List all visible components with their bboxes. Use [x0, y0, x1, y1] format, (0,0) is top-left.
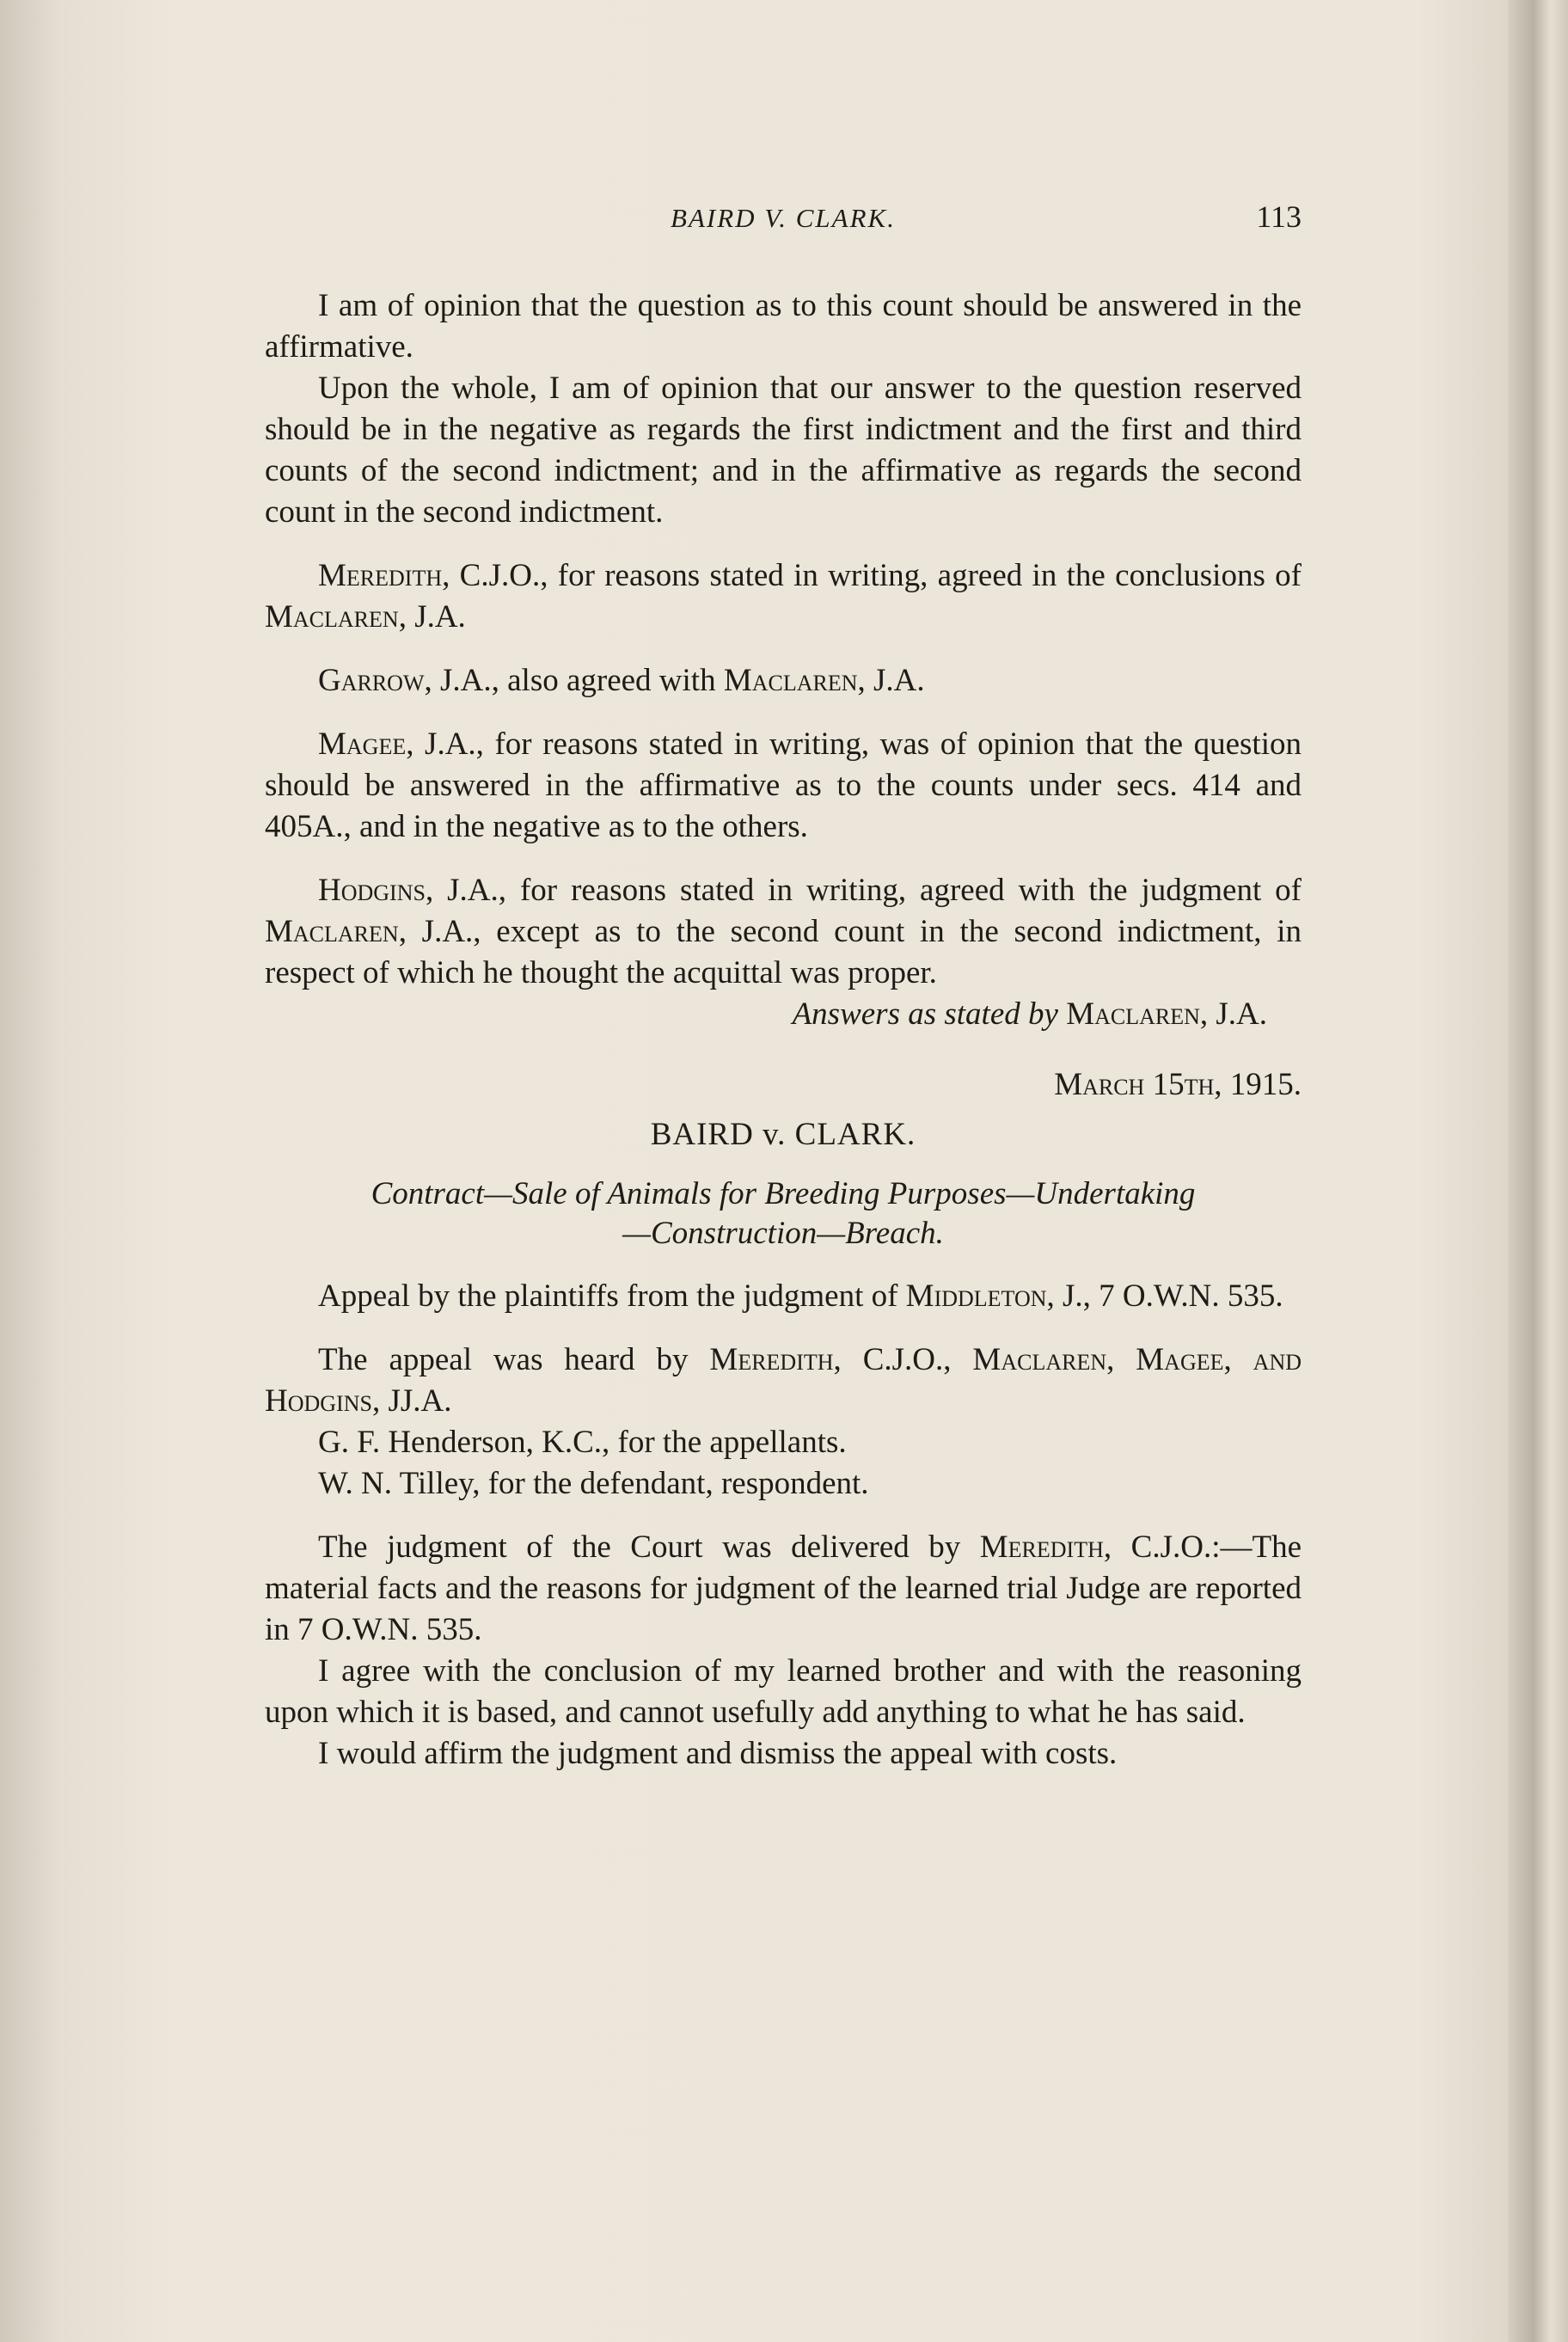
answers-line [265, 994, 1302, 1035]
paragraph-text: , J.A., for reasons stated in writing, agreed with the judgment of [425, 873, 1302, 908]
judges-list: Meredith, C.J.O., Maclaren, Magee, and Hodgins [265, 1342, 1302, 1419]
paragraph-tail: , JJ.A. [371, 1383, 452, 1419]
book-gutter [1508, 0, 1568, 2342]
paragraph-hodgins [265, 870, 1302, 994]
paragraph-tail: , J., 7 O.W.N. 535. [1046, 1278, 1283, 1314]
answers-judge: Maclaren [1066, 996, 1200, 1032]
judge-name: Magee [318, 727, 407, 762]
judge-name: Garrow [318, 663, 425, 698]
judge-name: Meredith [979, 1530, 1104, 1565]
paragraph-meredith [265, 555, 1302, 638]
paragraph-tail: , J.A. [857, 663, 925, 698]
paragraph-tail: , C.J.O.:—The material facts and the reasons for judgment of the learned trial Judge are reported in 7 O.W.N. 535. [265, 1530, 1302, 1647]
running-head [265, 198, 1302, 249]
judge-name: Middleton [905, 1278, 1047, 1314]
paragraph-text: , C.J.O., for reasons stated in writing, agreed in the conclusions of [442, 558, 1302, 593]
page-number: 113 [1256, 199, 1302, 234]
paragraph-text: , J.A., for reasons stated in writing, was of opinion that the question should be answered in the affirmative as to the counts under secs. 414 and 405A., and in the negative as to the others. [265, 727, 1302, 844]
paragraph-upon-the-whole: Upon the whole, I am of opinion that our answer to the question reserved should be in the negative as regards the first indictment and the first and third counts of the second indictment; and in the affirmative as regards the second count in the second indictment. [265, 371, 1302, 530]
referenced-judge: Maclaren [723, 663, 858, 698]
paragraph-affirm: I would affirm the judgment and dismiss the appeal with costs. [318, 1736, 1118, 1771]
paragraph-tail: , J.A. [398, 599, 466, 635]
running-title: BAIRD V. CLARK. [671, 203, 896, 233]
case-title: BAIRD v. CLARK. [650, 1117, 916, 1152]
paragraph-garrow [265, 660, 1302, 702]
paragraph-tail: , J.A., except as to the second count in the second indictment, in respect of which he thought the acquittal was proper. [265, 914, 1302, 990]
text-column [265, 198, 1302, 1775]
counsel-respondent: W. N. Tilley, for the defendant, respondent. [318, 1466, 869, 1501]
paragraph-affirmative-count: I am of opinion that the question as to this count should be answered in the affirmative. [265, 288, 1302, 365]
answers-tail: , J.A. [1199, 996, 1267, 1032]
judge-name: Meredith [318, 558, 443, 593]
paragraph-appeal [265, 1276, 1302, 1317]
answers-text: Answers as stated by [792, 996, 1067, 1032]
headnote [265, 1174, 1302, 1254]
headnote-line-1: Contract—Sale of Animals for Breeding Purposes—Undertaking [371, 1176, 1196, 1211]
case-date: March 15th, 1915. [1054, 1067, 1302, 1102]
paragraph-agree: I agree with the conclusion of my learned brother and with the reasoning upon which it is based, and cannot usefully add anything to what he has said. [265, 1653, 1302, 1730]
paragraph-text: Appeal by the plaintiffs from the judgment of [318, 1278, 906, 1314]
paragraph-magee [265, 724, 1302, 848]
referenced-judge: Maclaren [265, 599, 399, 635]
paragraph-text: , J.A., also agreed with [424, 663, 724, 698]
paragraph-text: The judgment of the Court was delivered by [318, 1530, 980, 1565]
referenced-judge: Maclaren [265, 914, 399, 949]
paragraph-text: The appeal was heard by [318, 1342, 710, 1377]
paragraph-judgment [265, 1527, 1302, 1651]
counsel-appellants: G. F. Henderson, K.C., for the appellants. [318, 1425, 847, 1460]
headnote-line-2: —Construction—Breach. [622, 1216, 944, 1251]
paragraph-heard [265, 1340, 1302, 1422]
judge-name: Hodgins [318, 873, 426, 908]
